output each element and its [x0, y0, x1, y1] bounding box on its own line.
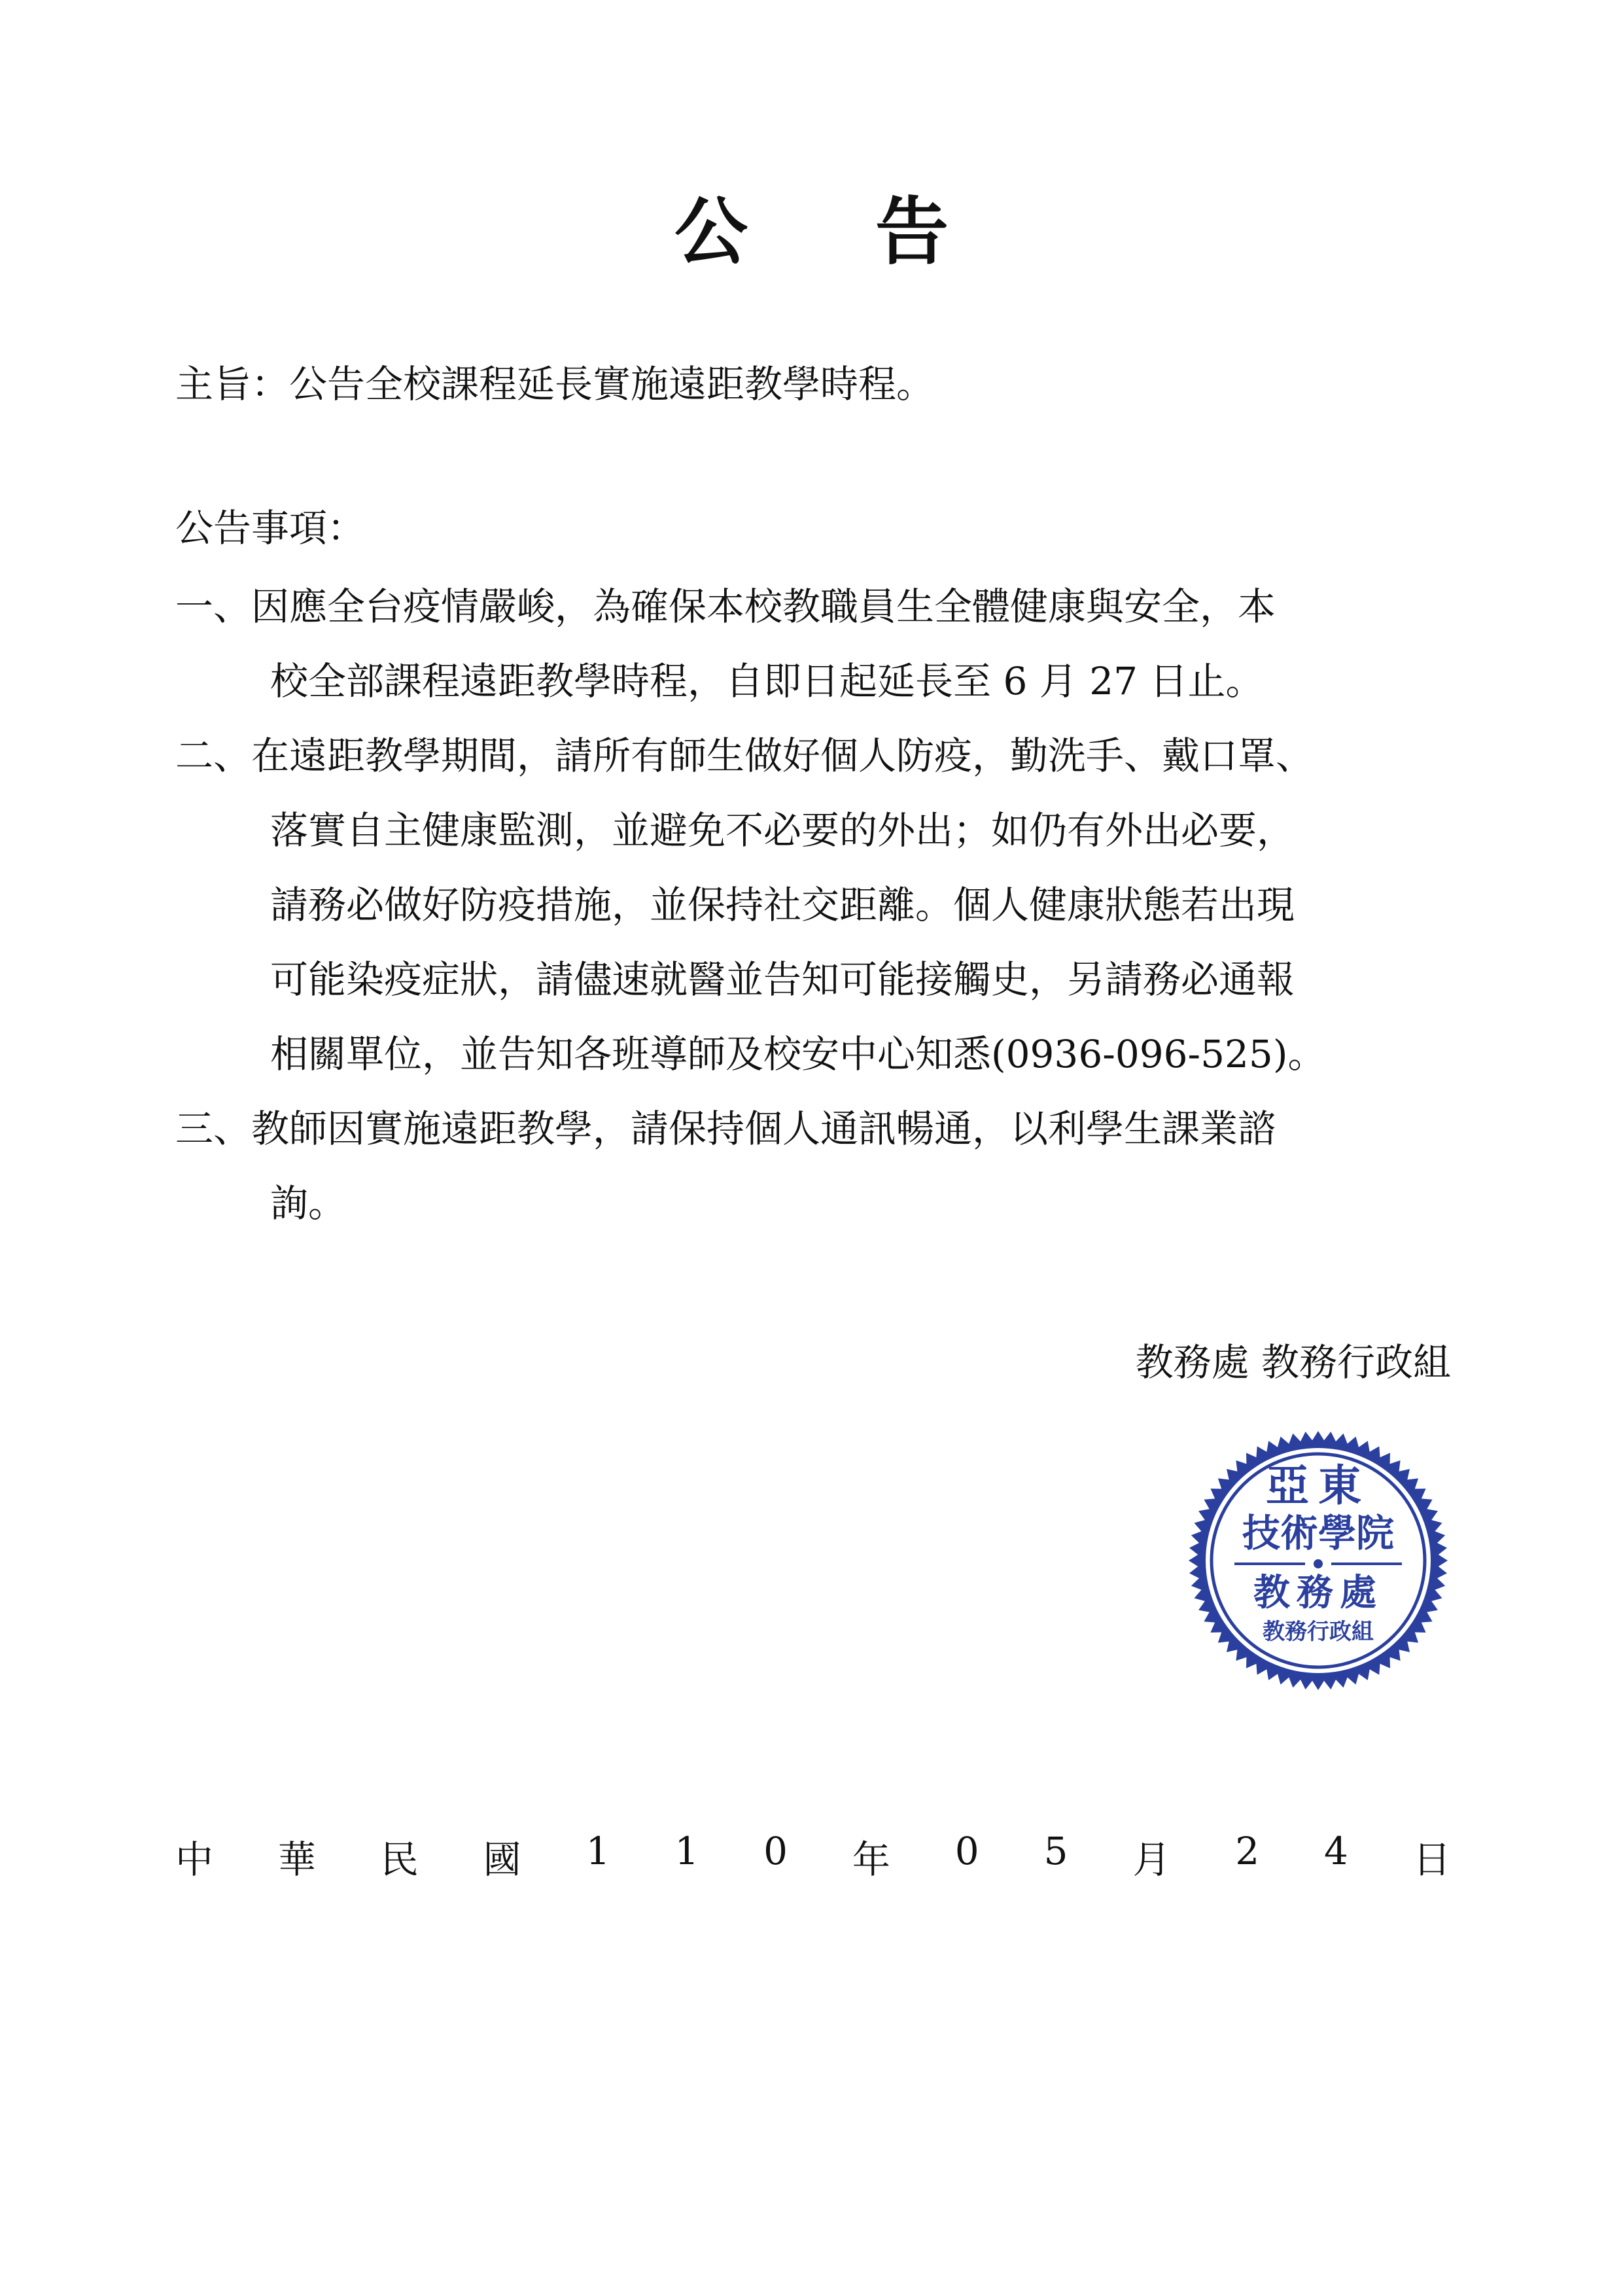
seal-divider-dot [1314, 1559, 1323, 1568]
item-line: 校全部課程遠距教學時程，自即日起延長至 6 月 27 日止。 [270, 659, 1264, 703]
date-char: 0 [954, 1829, 979, 1873]
date-char: 1 [585, 1829, 610, 1873]
date-char: 月 [1132, 1837, 1171, 1882]
date-char: 國 [483, 1837, 521, 1882]
item-line: 一、因應全台疫情嚴峻，為確保本校教職員生全體健康與安全，本 [175, 584, 1276, 629]
document-title: 公告 [674, 190, 1076, 275]
item-line: 落實自主健康監測，並避免不必要的外出；如仍有外出必要， [270, 808, 1295, 853]
item-line: 請務必做好防疫措施，並保持社交距離。個人健康狀態若出現 [270, 883, 1295, 927]
item-line: 相關單位，並告知各班導師及校安中心知悉(0936-096-525)。 [270, 1032, 1326, 1076]
signer: 教務處 教務行政組 [1135, 1340, 1451, 1385]
date-char: 年 [852, 1837, 890, 1882]
items-heading: 公告事項： [175, 506, 366, 550]
date-char: 1 [674, 1829, 699, 1873]
date-char: 日 [1412, 1837, 1451, 1882]
date-char: 4 [1324, 1829, 1348, 1873]
document-date [175, 1829, 1451, 1884]
date-char: 0 [763, 1829, 788, 1873]
seal-text-line1: 亞東 [1266, 1460, 1370, 1511]
announcement-item-1 [175, 569, 1451, 718]
date-char: 5 [1043, 1829, 1068, 1873]
date-char: 華 [277, 1837, 316, 1882]
date-char: 中 [175, 1837, 214, 1882]
subject-line: 主旨：公告全校課程延長實施遠距教學時程。 [175, 362, 935, 406]
date-char: 民 [380, 1837, 419, 1882]
item-line: 可能染疫症狀，請儘速就醫並告知可能接觸史，另請務必通報 [270, 957, 1295, 1002]
date-char: 2 [1235, 1829, 1260, 1873]
announcement-item-2 [175, 718, 1451, 1091]
seal-text-line2: 技術學院 [1242, 1511, 1395, 1555]
item-line: 詢。 [270, 1181, 347, 1226]
seal-text-line4: 教務行政組 [1263, 1619, 1374, 1645]
announcement-item-3 [175, 1091, 1451, 1241]
official-seal-stamp [1187, 1430, 1449, 1691]
item-line: 三、教師因實施遠距教學，請保持個人通訊暢通，以利學生課業諮 [175, 1106, 1276, 1151]
seal-text-line3: 教務處 [1253, 1571, 1383, 1614]
item-line: 二、在遠距教學期間，請所有師生做好個人防疫，勤洗手、戴口罩、 [175, 733, 1314, 778]
